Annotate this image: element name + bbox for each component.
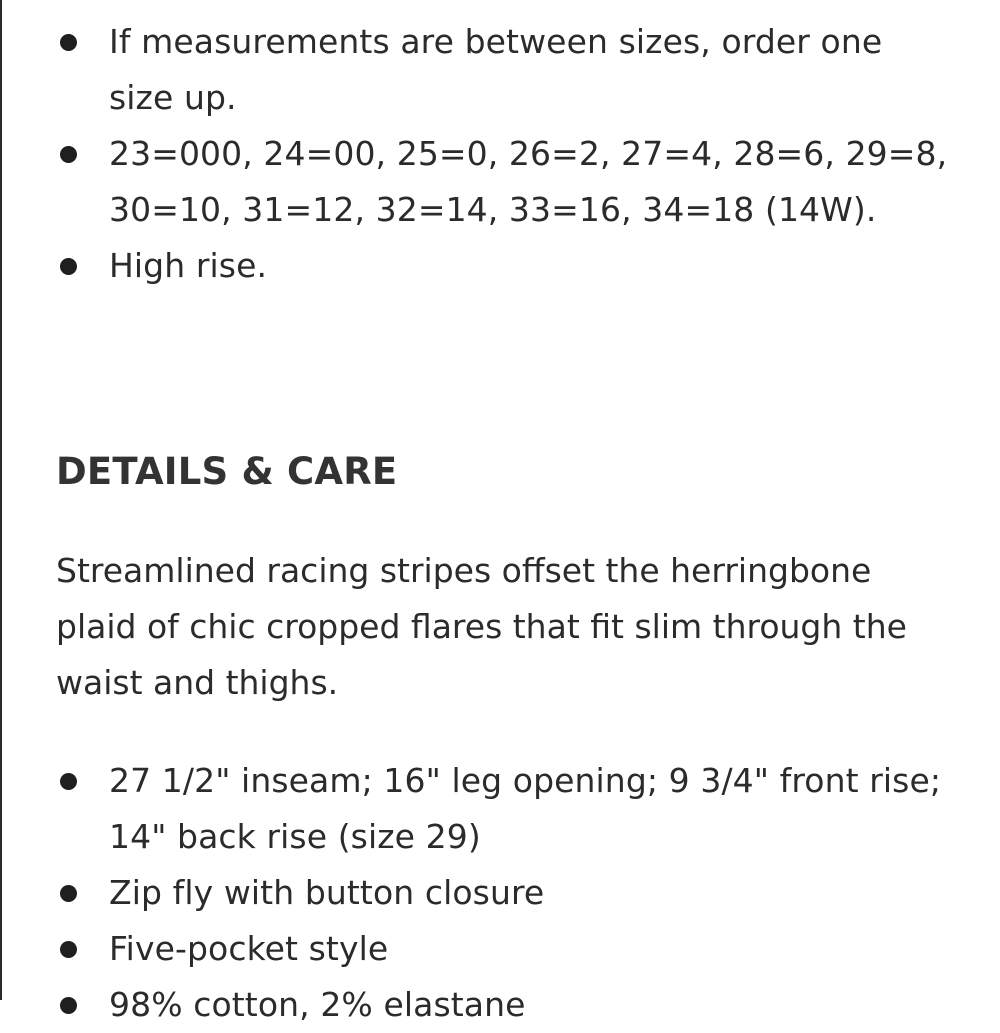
- details-care-heading: DETAILS & CARE: [56, 450, 398, 493]
- list-item: [56, 865, 956, 921]
- list-item-text: 27 1/2" inseam; 16" leg opening; 9 3/4" front rise; 14" back rise (size 29): [109, 761, 942, 856]
- list-item-text: Zip fly with button closure: [109, 873, 545, 912]
- fit-notes-list: [56, 14, 956, 294]
- list-item-text: If measurements are between sizes, order one size up.: [109, 22, 883, 117]
- bullet-icon: [60, 258, 77, 275]
- left-border: [0, 0, 2, 1000]
- bullet-icon: [60, 941, 77, 958]
- list-item: [56, 14, 956, 126]
- list-item-text: High rise.: [109, 246, 268, 285]
- list-item-text: 23=000, 24=00, 25=0, 26=2, 27=4, 28=6, 29=8, 30=10, 31=12, 32=14, 33=16, 34=18 (14W).: [109, 134, 948, 229]
- list-item-text: Five-pocket style: [109, 929, 389, 968]
- bullet-icon: [60, 997, 77, 1014]
- bullet-icon: [60, 146, 77, 163]
- list-item: [56, 238, 956, 294]
- list-item: [56, 753, 956, 865]
- list-item: [56, 977, 956, 1033]
- product-description: Streamlined racing stripes offset the herringbone plaid of chic cropped flares that fit slim through the waist and thighs.: [56, 551, 907, 702]
- list-item: [56, 126, 956, 238]
- bullet-icon: [60, 34, 77, 51]
- list-item: [56, 921, 956, 977]
- list-item-text: 98% cotton, 2% elastane: [109, 985, 526, 1024]
- bullet-icon: [60, 773, 77, 790]
- bullet-icon: [60, 885, 77, 902]
- details-list: [56, 753, 956, 1033]
